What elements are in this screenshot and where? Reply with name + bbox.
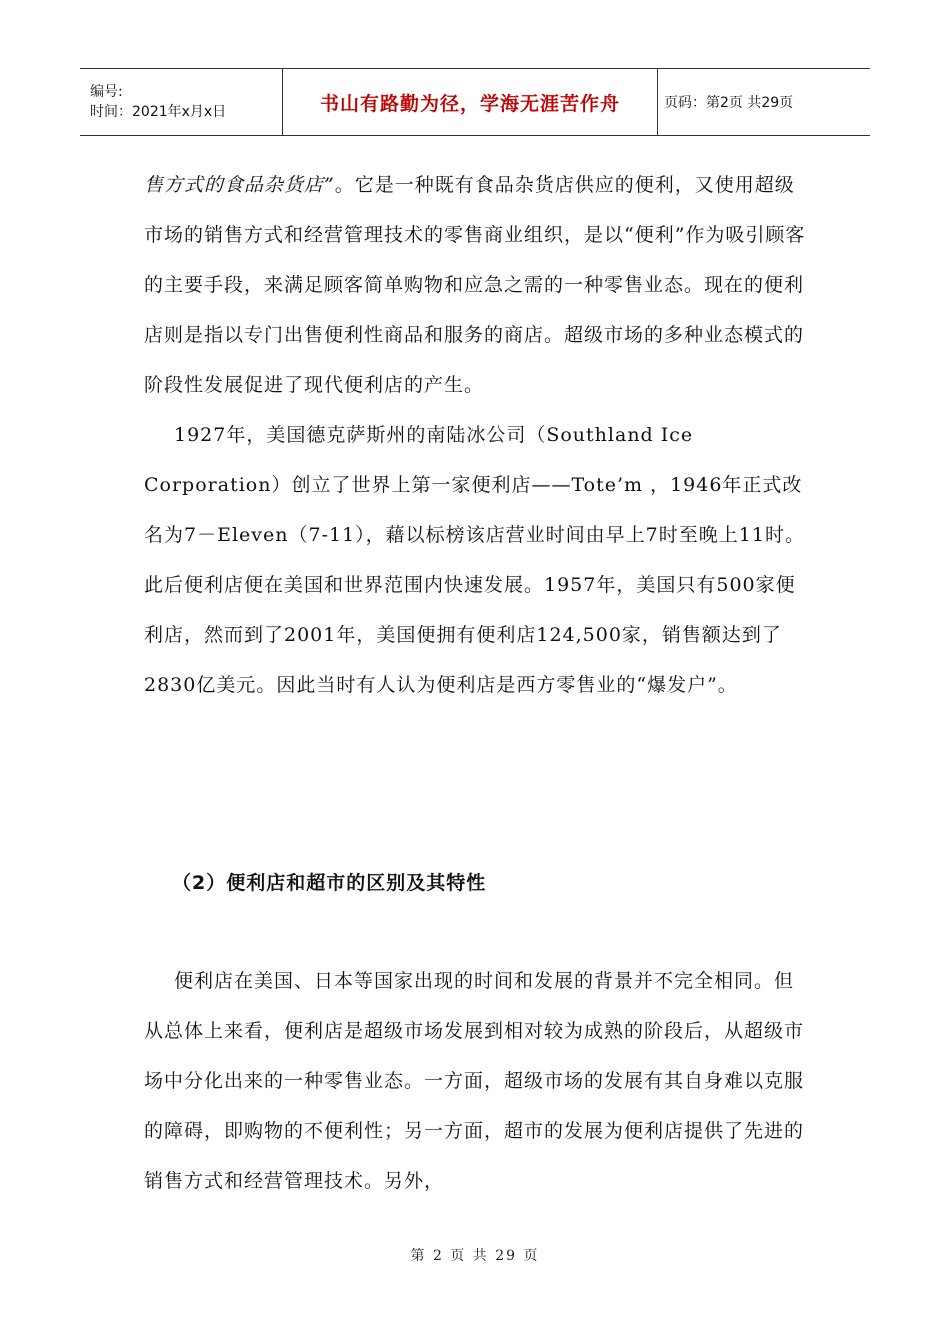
paragraph-2: 1927年，美国德克萨斯州的南陆冰公司（Southland Ice Corporation）创立了世界上第一家便利店——Tote’m ，1946年正式改名为7－Eleven（7-11），藉以标榜该店营业时间由早上7时至晚上11时。此后便利店便在美国和世界范围内快速发展。1957年，美国只有500家便利店，然而到了2001年，美国便拥有便利店124,500家，销售额达到了2830亿美元。因此当时有人认为便利店是西方零售业的“爆发户”。 bbox=[144, 424, 805, 696]
header-page-info: 页码：第2页 共29页 bbox=[664, 95, 794, 111]
page-footer: 第 2 页 共 29 页 bbox=[410, 1248, 540, 1264]
paragraph-1-italic: 售方式的食品杂货店” bbox=[144, 174, 335, 196]
header-left-cell bbox=[80, 69, 282, 135]
section-heading: （2）便利店和超市的区别及其特性 bbox=[172, 872, 487, 894]
document-date: 时间：2021年x月x日 bbox=[90, 104, 227, 120]
body-text-top bbox=[144, 160, 810, 710]
paragraph-1-rest: 。它是一种既有食品杂货店供应的便利，又使用超级市场的销售方式和经营管理技术的零售商业组织，是以“便利”作为吸引顾客的主要手段，来满足顾客简单购物和应急之需的一种零售业态。现在的便利店则是指以专门出售便利性商品和服务的商店。超级市场的多种业态模式的阶段性发展促进了现代便利店的产生。 bbox=[144, 174, 806, 396]
paragraph-1 bbox=[144, 160, 810, 410]
page-header bbox=[80, 68, 870, 136]
header-motto: 书山有路勤为径，学海无涯苦作舟 bbox=[319, 92, 620, 115]
body-text-bottom bbox=[144, 956, 810, 1206]
paragraph-3: 便利店在美国、日本等国家出现的时间和发展的背景并不完全相同。但从总体上来看，便利店是超级市场发展到相对较为成熟的阶段后，从超级市场中分化出来的一种零售业态。一方面，超级市场的发展有其自身难以克服的障碍，即购物的不便利性；另一方面，超市的发展为便利店提供了先进的销售方式和经营管理技术。另外， bbox=[144, 970, 805, 1192]
header-page-cell bbox=[658, 69, 870, 135]
document-number-label: 编号: bbox=[90, 84, 123, 100]
header-motto-cell bbox=[282, 69, 658, 135]
